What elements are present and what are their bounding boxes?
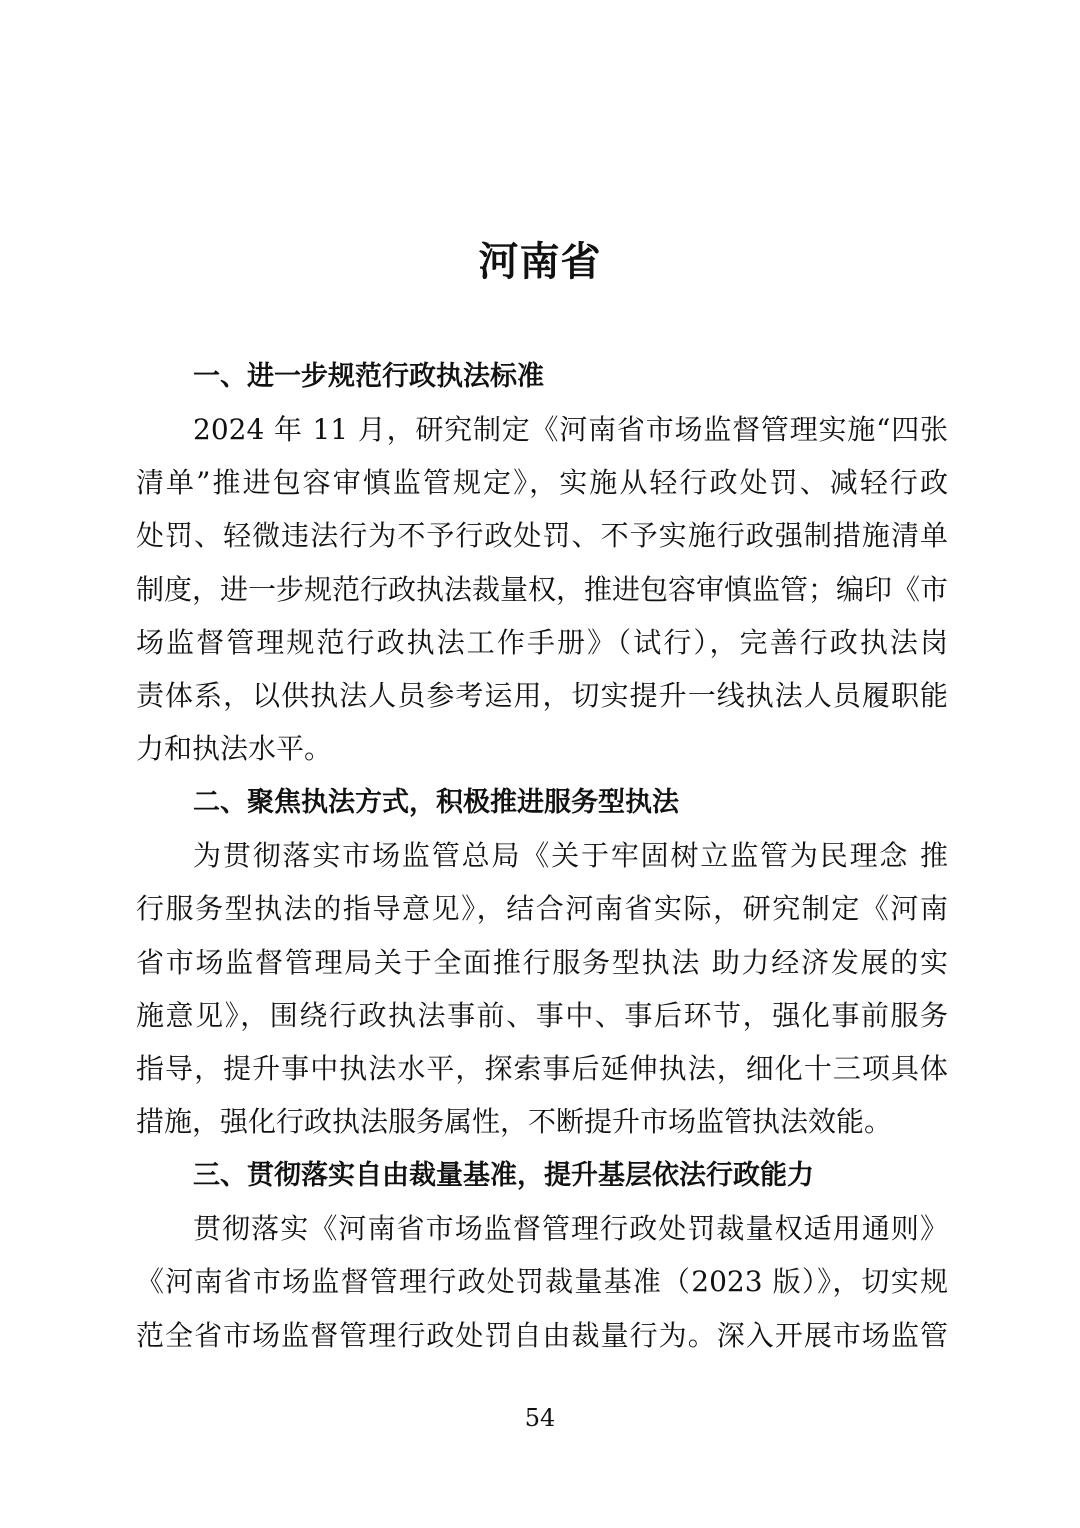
paragraph-line: 为贯彻落实市场监管总局《关于牢固树立监管为民理念 推	[193, 839, 948, 872]
paragraph-line: 清单”推进包容审慎监管规定》，实施从轻行政处罚、减轻行政	[136, 466, 948, 499]
section-heading-3: 三、贯彻落实自由裁量基准，提升基层依法行政能力	[193, 1160, 814, 1191]
paragraph-line: 指导，提升事中执法水平，探索事后延伸执法，细化十三项具体	[136, 1052, 948, 1085]
paragraph-line: 处罚、轻微违法行为不予行政处罚、不予实施行政强制措施清单	[136, 519, 948, 552]
paragraph-line: 行服务型执法的指导意见》，结合河南省实际，研究制定《河南	[136, 892, 948, 925]
paragraph-line: 省市场监督管理局关于全面推行服务型执法 助力经济发展的实	[136, 946, 948, 979]
paragraph-line: 措施，强化行政执法服务属性，不断提升市场监管执法效能。	[136, 1105, 893, 1138]
paragraph-line: 制度，进一步规范行政执法裁量权，推进包容审慎监管；编印《市	[136, 573, 949, 606]
page-title: 河南省	[478, 239, 602, 285]
paragraph-line: 贯彻落实《河南省市场监督管理行政处罚裁量权适用通则》	[193, 1212, 948, 1245]
paragraph-line: 《河南省市场监督管理行政处罚裁量基准（2023 版）》，切实规	[136, 1265, 948, 1298]
section-heading-1: 一、进一步规范行政执法标准	[193, 361, 544, 392]
paragraph-line: 范全省市场监督管理行政处罚自由裁量行为。深入开展市场监管	[136, 1319, 948, 1352]
paragraph-line: 力和执法水平。	[136, 732, 333, 765]
paragraph-line: 2024 年 11 月，研究制定《河南省市场监督管理实施“四张	[193, 413, 948, 446]
paragraph-line: 责体系，以供执法人员参考运用，切实提升一线执法人员履职能	[136, 679, 948, 712]
page-number: 54	[524, 1404, 556, 1432]
paragraph-line: 场监督管理规范行政执法工作手册》（试行），完善行政执法岗	[136, 626, 948, 659]
section-heading-2: 二、聚焦执法方式，积极推进服务型执法	[193, 787, 679, 818]
paragraph-line: 施意见》，围绕行政执法事前、事中、事后环节，强化事前服务	[136, 999, 948, 1032]
